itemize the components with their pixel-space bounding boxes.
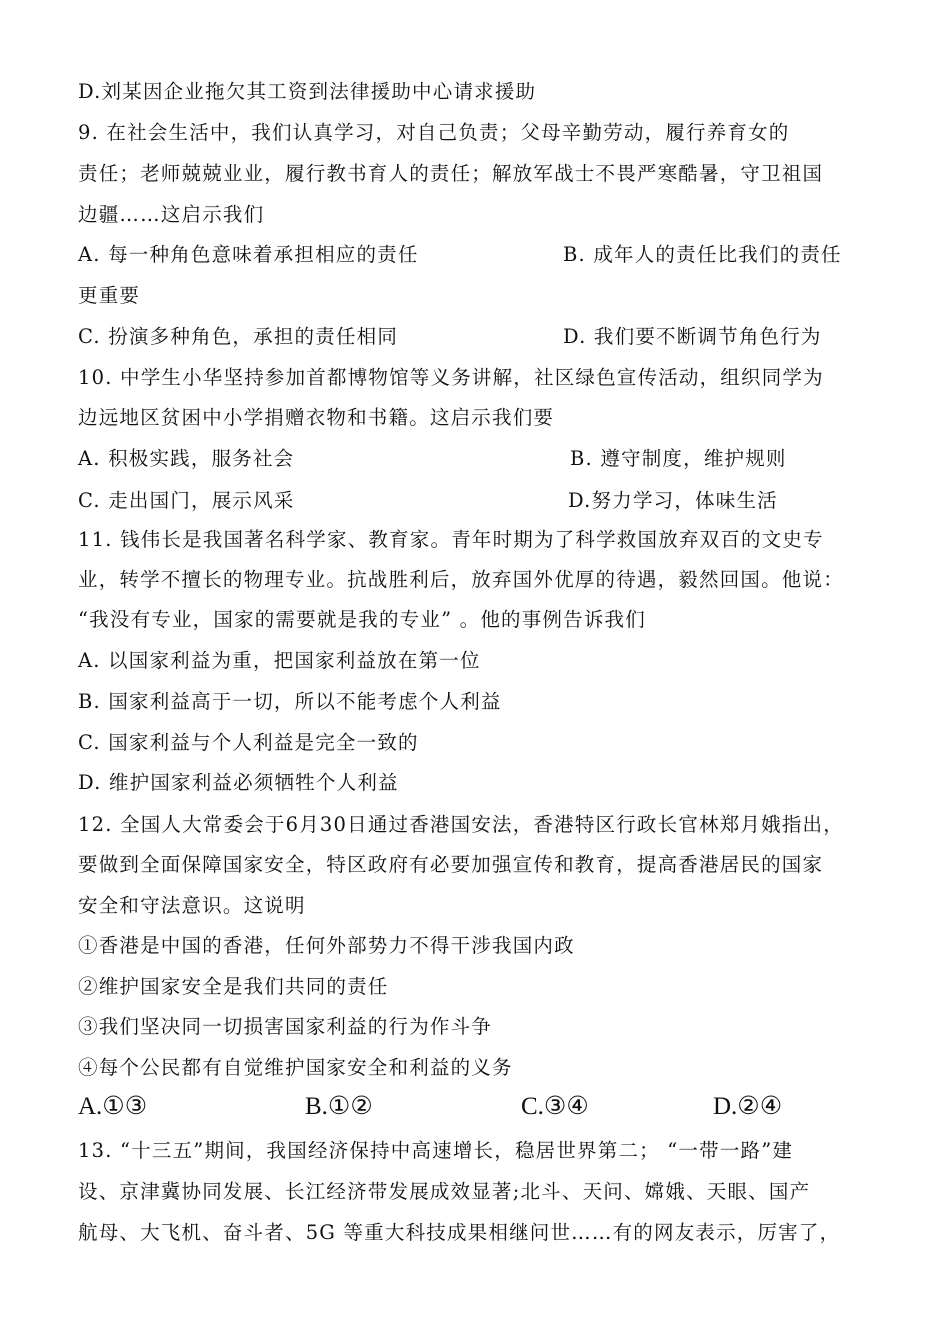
q10-stem-line-2: 边远地区贫困中小学捐赠衣物和书籍。这启示我们要 <box>78 406 555 429</box>
q12-stem-line-1: 12. 全国人大常委会于6月30日通过香港国安法，香港特区行政长官林郑月娥指出， <box>78 813 844 836</box>
q11-option-a: A. 以国家利益为重，把国家利益放在第一位 <box>78 649 481 672</box>
q10-option-a: A. 积极实践，服务社会 <box>78 447 295 470</box>
q12-option-a: A.①③ <box>78 1093 148 1120</box>
q11-stem-line-3: “我没有专业，国家的需要就是我的专业” 。他的事例告诉我们 <box>78 608 646 631</box>
q11-option-c: C. 国家利益与个人利益是完全一致的 <box>78 731 419 754</box>
q12-statement-2: ②维护国家安全是我们共同的责任 <box>78 975 389 998</box>
q12-stem-line-3: 安全和守法意识。这说明 <box>78 894 306 917</box>
q9-stem-line-3: 边疆……这启示我们 <box>78 203 265 226</box>
q13-stem-line-2: 设、京津冀协同发展、长江经济带发展成效显著;北斗、天问、嫦娥、天眼、国产 <box>78 1180 811 1203</box>
q12-option-c: C.③④ <box>521 1093 589 1120</box>
q11-stem-line-2: 业，转学不擅长的物理专业。抗战胜利后，放弃国外优厚的待遇，毅然回国。他说： <box>78 568 844 591</box>
q9-option-a: A. 每一种角色意味着承担相应的责任 <box>78 243 419 266</box>
q12-option-b: B.①② <box>305 1093 373 1120</box>
q9-stem-line-2: 责任；老师兢兢业业，履行教书育人的责任；解放军战士不畏严寒酷暑，守卫祖国 <box>78 162 824 185</box>
q12-option-d: D.②④ <box>713 1093 783 1120</box>
q9-stem-line-1: 9. 在社会生活中，我们认真学习，对自己负责；父母辛勤劳动，履行养育女的 <box>78 121 790 144</box>
q12-statement-3: ③我们坚决同一切损害国家利益的行为作斗争 <box>78 1015 493 1038</box>
q12-stem-line-2: 要做到全面保障国家安全，特区政府有必要加强宣传和教育，提高香港居民的国家 <box>78 853 824 876</box>
q11-option-b: B. 国家利益高于一切，所以不能考虑个人利益 <box>78 690 502 713</box>
q9-option-d: D. 我们要不断调节角色行为 <box>563 325 822 348</box>
q11-stem-line-1: 11. 钱伟长是我国著名科学家、教育家。青年时期为了科学救国放弃双百的文史专 <box>78 528 824 551</box>
q12-statement-4: ④每个公民都有自觉维护国家安全和利益的义务 <box>78 1056 513 1079</box>
q10-option-d: D.努力学习，体味生活 <box>568 489 778 512</box>
q9-option-b-line-1: B. 成年人的责任比我们的责任 <box>563 243 842 266</box>
q9-option-b-line-2: 更重要 <box>78 284 141 307</box>
q8-option-d: D.刘某因企业拖欠其工资到法律援助中心请求援助 <box>78 80 537 103</box>
q10-option-b: B. 遵守制度，维护规则 <box>570 447 787 470</box>
q10-stem-line-1: 10. 中学生小华坚持参加首都博物馆等义务讲解，社区绿色宣传活动，组织同学为 <box>78 366 824 389</box>
q10-option-c: C. 走出国门，展示风采 <box>78 489 295 512</box>
q11-option-d: D. 维护国家利益必须牺牲个人利益 <box>78 771 399 794</box>
q13-stem-line-3: 航母、大飞机、奋斗者、5G 等重大科技成果相继问世……有的网友表示，厉害了， <box>78 1221 841 1244</box>
q12-statement-1: ①香港是中国的香港，任何外部势力不得干涉我国内政 <box>78 934 575 957</box>
q13-stem-line-1: 13. “十三五”期间，我国经济保持中高速增长，稳居世界第二； “一带一路”建 <box>78 1139 794 1162</box>
q9-option-c: C. 扮演多种角色，承担的责任相同 <box>78 325 399 348</box>
